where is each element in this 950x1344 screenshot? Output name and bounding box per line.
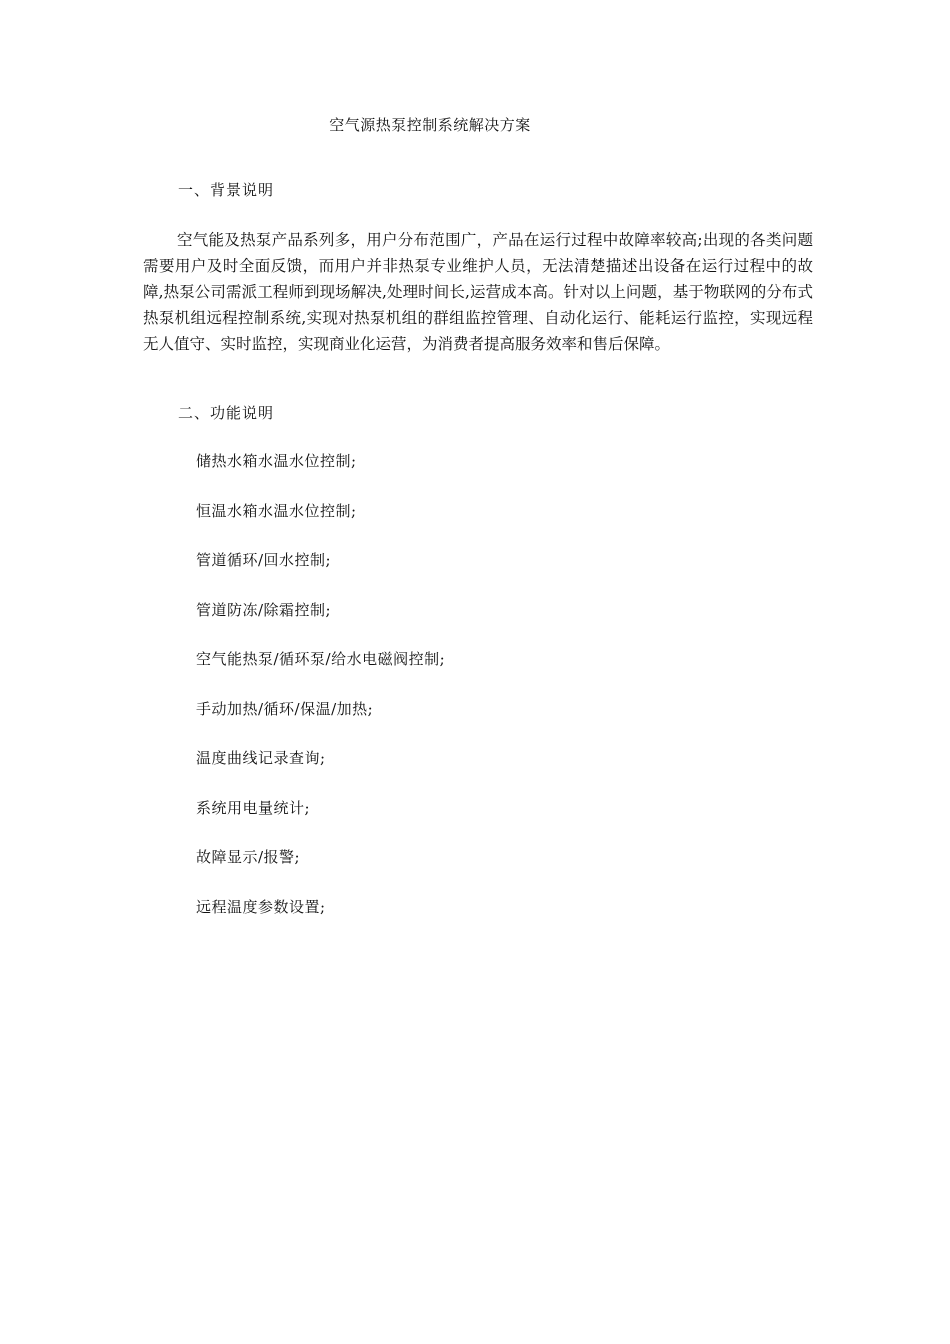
- feature-list: [196, 451, 445, 946]
- feature-item: 故障显示/报警;: [196, 848, 301, 866]
- feature-item: 管道防冻/除霜控制;: [196, 600, 332, 619]
- feature-item: 远程温度参数设置;: [196, 897, 326, 916]
- document-title: 空气源热泵控制系统解决方案: [329, 116, 531, 134]
- feature-item: 温度曲线记录查询;: [196, 749, 326, 767]
- feature-item: 管道循环/回水控制;: [196, 551, 332, 569]
- feature-item: 手动加热/循环/保温/加热;: [196, 699, 374, 718]
- feature-item: 空气能热泵/循环泵/给水电磁阀控制;: [196, 650, 446, 668]
- section-heading-functions: 二、功能说明: [178, 404, 275, 422]
- feature-item: 恒温水箱水温水位控制;: [196, 501, 357, 520]
- section-heading-background: 一、背景说明: [178, 181, 275, 199]
- background-paragraph: 空气能及热泵产品系列多，用户分布范围广，产品在运行过程中故障率较高;出现的各类问题需要用户及时全面反馈，而用户并非热泵专业维护人员，无法清楚描述出设备在运行过程中的故障,热泵公司需派工程师到现场解决,处理时间长,运营成本高。针对以上问题，基于物联网的分布式热泵机组远程控制系统,实现对热泵机组的群组监控管理、自动化运行、能耗运行监控，实现远程无人值守、实时监控，实现商业化运营，为消费者提高服务效率和售后保障。: [143, 231, 813, 353]
- feature-item: 储热水箱水温水位控制;: [196, 452, 357, 470]
- feature-item: 系统用电量统计;: [196, 798, 311, 817]
